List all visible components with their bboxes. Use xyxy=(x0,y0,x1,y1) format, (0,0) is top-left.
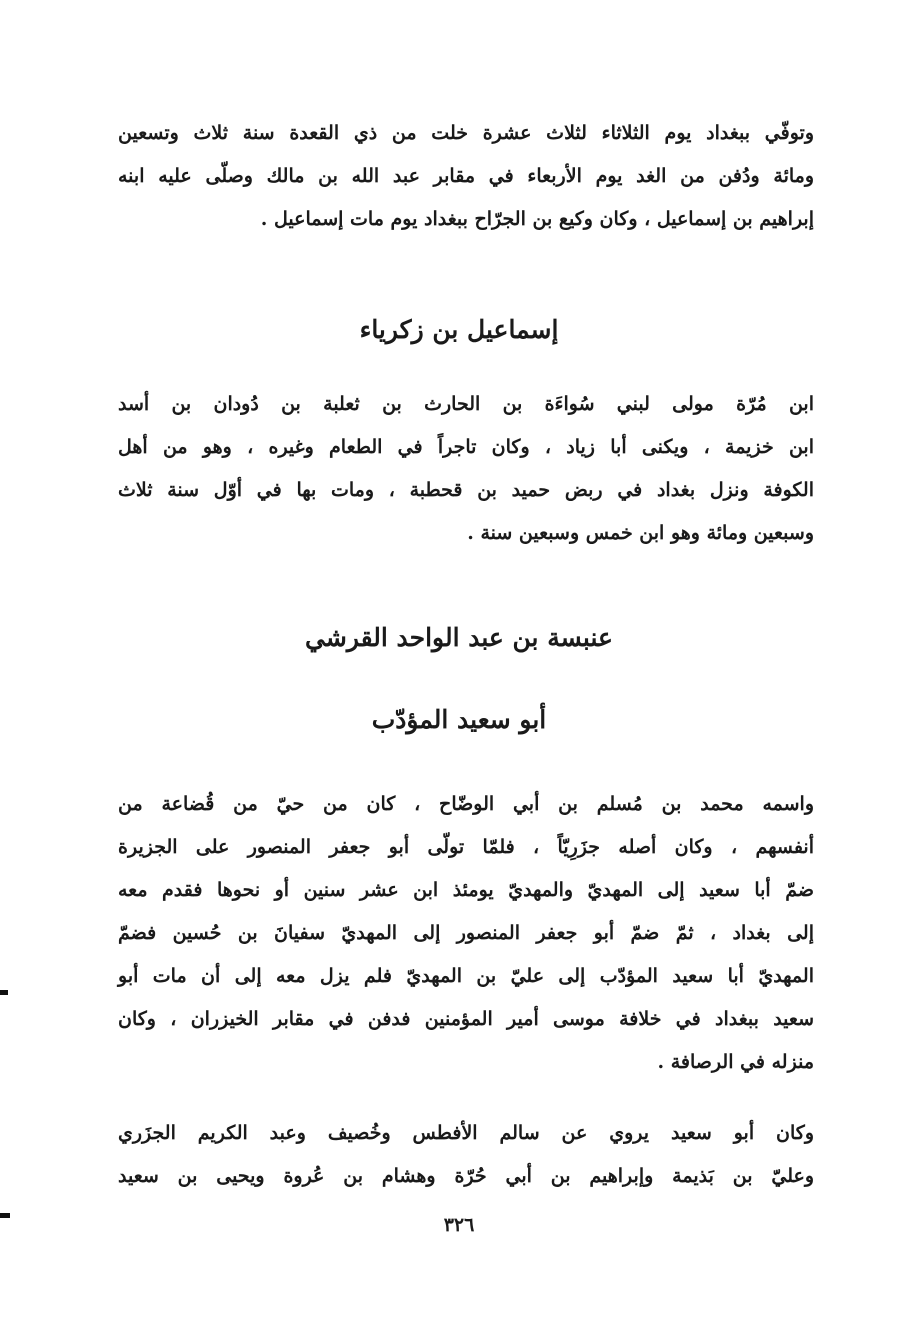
text-line: وتوفّي ببغداد يوم الثلاثاء لثلاث عشرة خلت من ذي القعدة سنة ثلاث وتسعين xyxy=(118,122,814,144)
text-line: وسبعين ومائة وهو ابن خمس وسبعين سنة . xyxy=(467,522,814,544)
text-line: ومائة ودُفن من الغد يوم الأربعاء في مقابر عبد الله بن مالك وصلّى عليه ابنه xyxy=(118,165,814,187)
scan-edge-mark xyxy=(0,1213,10,1218)
text-line: المهديّ أبا سعيد المؤدّب إلى عليّ بن المهديّ فلم يزل معه إلى أن مات أبو xyxy=(118,965,814,987)
text-line: سعيد ببغداد في خلافة موسى أمير المؤمنين فدفن في مقابر الخيزران ، وكان xyxy=(118,1008,814,1030)
text-line: منزله في الرصافة . xyxy=(657,1051,814,1073)
text-line: ابن مُرّة مولى لبني سُواءَة بن الحارث بن ثعلبة بن دُودان بن أسد xyxy=(118,393,814,415)
paragraph-death-of-ismail xyxy=(118,112,814,241)
paragraph-abu-said-narrations xyxy=(118,1112,814,1198)
text-line: وكان أبو سعيد يروي عن سالم الأفطس وخُصيف وعبد الكريم الجزَري xyxy=(118,1122,814,1144)
paragraph-ismail-bin-zakariya xyxy=(118,383,814,555)
section-heading-ismail-bin-zakariya: إسماعيل بن زكرياء xyxy=(359,315,559,344)
page-number: ٣٢٦ xyxy=(443,1214,475,1236)
section-heading-anbasa: عنبسة بن عبد الواحد القرشي xyxy=(305,623,613,652)
text-line: الكوفة ونزل بغداد في ربض حميد بن قحطبة ، ومات بها في أوّل سنة ثلاث xyxy=(118,479,814,501)
text-line: ابن خزيمة ، ويكنى أبا زياد ، وكان تاجراً في الطعام وغيره ، وهو من أهل xyxy=(118,436,814,458)
text-line: ضمّ أبا سعيد إلى المهديّ والمهديّ يومئذ ابن عشر سنين أو نحوها فقدم معه xyxy=(118,879,814,901)
text-line: إبراهيم بن إسماعيل ، وكان وكيع بن الجرّاح ببغداد يوم مات إسماعيل . xyxy=(260,208,814,230)
text-line: إلى بغداد ، ثمّ ضمّ أبو جعفر المنصور إلى المهديّ سفيانَ بن حُسين فضمّ xyxy=(118,922,814,944)
text-line: وعليّ بن بَذيمة وإبراهيم بن أبي حُرّة وهشام بن عُروة ويحيى بن سعيد xyxy=(118,1165,814,1187)
scan-edge-mark xyxy=(0,990,8,995)
paragraph-abu-said-biography xyxy=(118,783,814,1084)
text-line: واسمه محمد بن مُسلم بن أبي الوضّاح ، كان من حيّ من قُضاعة من xyxy=(118,793,814,815)
section-heading-abu-said: أبو سعيد المؤدّب xyxy=(371,705,547,734)
text-line: أنفسهم ، وكان أصله جزَرِيّاً ، فلمّا تولّى أبو جعفر المنصور على الجزيرة xyxy=(118,836,814,858)
